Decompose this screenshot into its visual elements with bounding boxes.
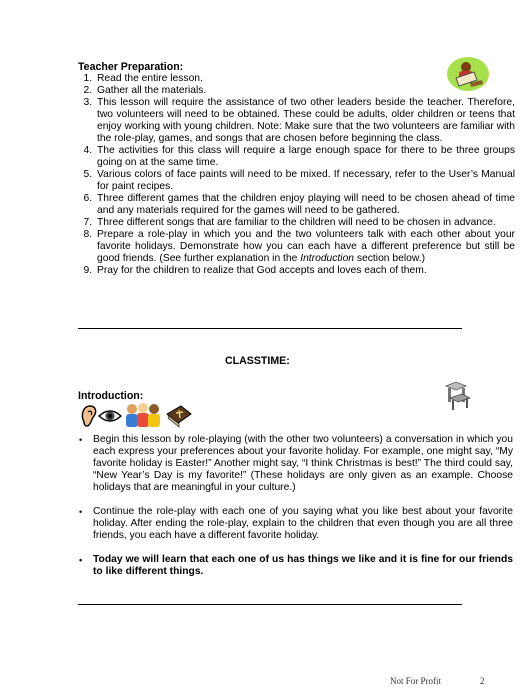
footer-label: Not For Profit [390, 676, 442, 686]
prep-item: 6. Three different games that the children enjoy playing will need to be chosen ahead of time and any materials required for the games will need to be gathered. [95, 193, 515, 217]
eye-icon [98, 406, 122, 426]
intro-item [79, 554, 513, 578]
introduction-heading: Introduction: [78, 390, 144, 402]
bullet: • [79, 435, 83, 445]
classtime-heading: CLASSTIME: [225, 355, 290, 367]
prep-item: 3. This lesson will require the assistance of two other leaders beside the teacher. Therefore, two volunteers will need to be obtained. These could be adults, older children or teens that enjoy working with young children. Note: Make sure that the two volunteers are familiar with the role-play, games, and songs that are chosen before beginning the class. [95, 97, 515, 145]
prep-item [95, 229, 515, 265]
intro-item-text: Continue the role-play with each one of you saying what you like best about your favorite holiday. After ending the role-play, explain to the children that even though you are all three friends, you each have a different favorite holiday. [93, 506, 513, 541]
prep-item: 7. Three different songs that are familiar to the children will need to be chosen in advance. [95, 217, 515, 229]
bullet: • [79, 555, 83, 565]
introduction-reference: Introduction [300, 253, 355, 264]
children-group-icon [122, 402, 164, 428]
desk-chair-icon [442, 380, 472, 412]
intro-item-text: Today we will learn that each one of us has things we like and it is fine for our friends to like different things. [93, 554, 513, 577]
teacher-preparation-list [78, 73, 515, 277]
section-divider [78, 604, 462, 605]
prep-item-text: section below.) [354, 253, 426, 264]
prep-item: 2. Gather all the materials. [95, 85, 515, 97]
section-divider [78, 328, 462, 329]
prep-item: 5. Various colors of face paints will need to be mixed. If necessary, refer to the User’s Manual for paint recipes. [95, 169, 515, 193]
intro-item [79, 434, 513, 494]
intro-item [79, 506, 513, 542]
teacher-preparation-heading: Teacher Preparation: [78, 61, 184, 73]
prep-item: 9. Pray for the children to realize that God accepts and loves each of them. [95, 265, 515, 277]
prep-item: 4. The activities for this class will require a large enough space for there to be three groups going on at the same time. [95, 145, 515, 169]
ear-icon [80, 404, 98, 428]
bullet: • [79, 507, 83, 517]
page-number: 2 [480, 676, 485, 686]
intro-item-text: Begin this lesson by role-playing (with the other two volunteers) a conversation in which you each express your preferences about your favorite holiday. For example, one might say, “My favorite holiday is Easter!” Another might say, “I think Christmas is best!” The third could say, “New Year’s Day is my favorite!” (These holidays are only given as an example. Choose holidays that are meaningful in your culture.) [93, 434, 513, 493]
introduction-list [78, 434, 513, 590]
bible-book-icon [165, 404, 193, 428]
prep-item: 1. Read the entire lesson. [95, 73, 515, 85]
prep-item-text: Prepare a role-play in which you and the two volunteers talk with each other about your favorite holidays. Demonstrate how you can each have a different preference but still be good friends. (See further explanation in the [97, 229, 515, 264]
